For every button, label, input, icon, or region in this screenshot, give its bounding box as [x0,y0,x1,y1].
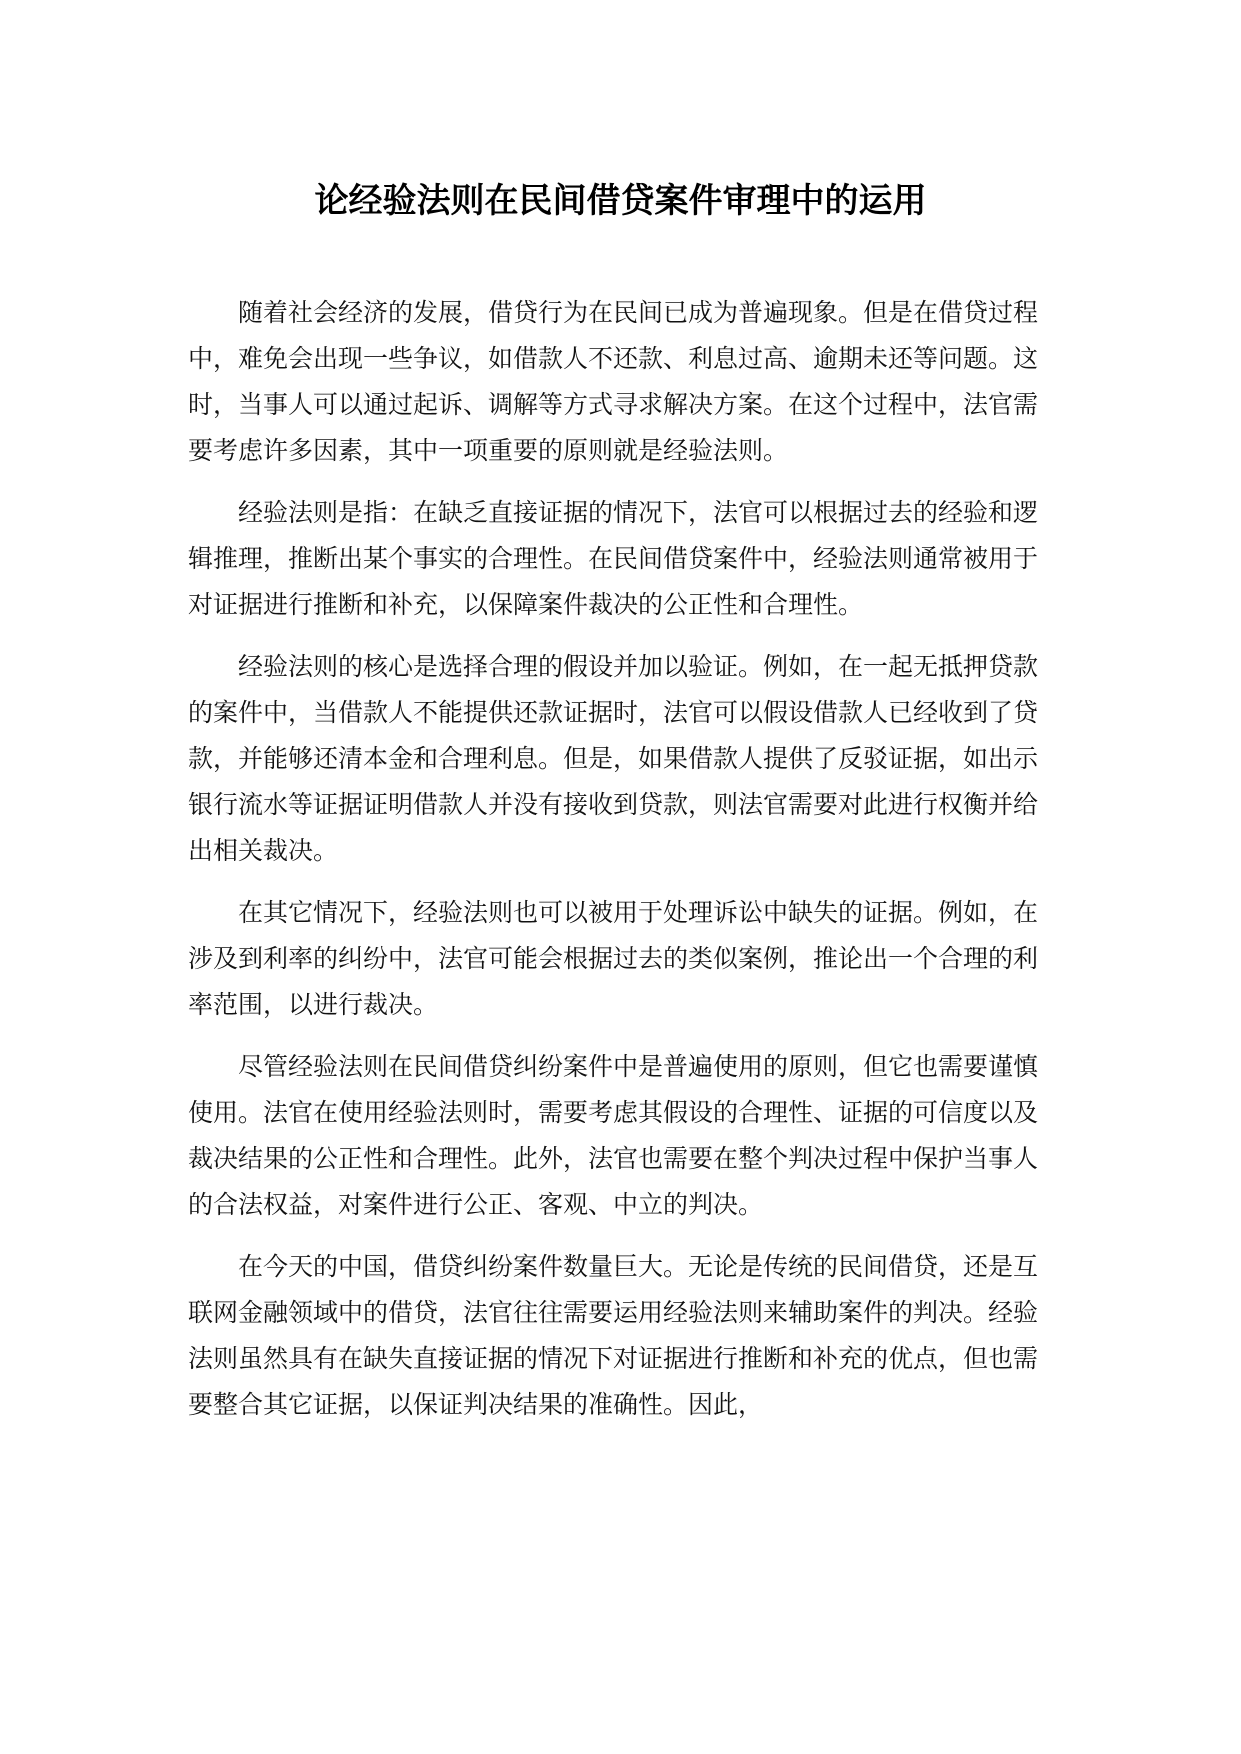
paragraph-4: 在其它情况下，经验法则也可以被用于处理诉讼中缺失的证据。例如，在涉及到利率的纠纷中，法官可能会根据过去的类似案例，推论出一个合理的利率范围，以进行裁决。 [188,898,1039,1019]
paragraph-5: 尽管经验法则在民间借贷纠纷案件中是普遍使用的原则，但它也需要谨慎使用。法官在使用经验法则时，需要考虑其假设的合理性、证据的可信度以及裁决结果的公正性和合理性。此外，法官也需要在整个判决过程中保护当事人的合法权益，对案件进行公正、客观、中立的判决。 [188,1052,1039,1219]
document-title: 论经验法则在民间借贷案件审理中的运用 [314,181,927,221]
document-body [188,290,1038,1444]
paragraph-1: 随着社会经济的发展，借贷行为在民间已成为普遍现象。但是在借贷过程中，难免会出现一些争议，如借款人不还款、利息过高、逾期未还等问题。这时，当事人可以通过起诉、调解等方式寻求解决方案。在这个过程中，法官需要考虑许多因素，其中一项重要的原则就是经验法则。 [188,298,1039,465]
paragraph-6: 在今天的中国，借贷纠纷案件数量巨大。无论是传统的民间借贷，还是互联网金融领域中的借贷，法官往往需要运用经验法则来辅助案件的判决。经验法则虽然具有在缺失直接证据的情况下对证据进行推断和补充的优点，但也需要整合其它证据，以保证判决结果的准确性。因此， [188,1252,1039,1419]
paragraph-2: 经验法则是指：在缺乏直接证据的情况下，法官可以根据过去的经验和逻辑推理，推断出某个事实的合理性。在民间借贷案件中，经验法则通常被用于对证据进行推断和补充，以保障案件裁决的公正性和合理性。 [188,498,1039,619]
paragraph-3: 经验法则的核心是选择合理的假设并加以验证。例如，在一起无抵押贷款的案件中，当借款人不能提供还款证据时，法官可以假设借款人已经收到了贷款，并能够还清本金和合理利息。但是，如果借款人提供了反驳证据，如出示银行流水等证据证明借款人并没有接收到贷款，则法官需要对此进行权衡并给出相关裁决。 [188,652,1039,865]
